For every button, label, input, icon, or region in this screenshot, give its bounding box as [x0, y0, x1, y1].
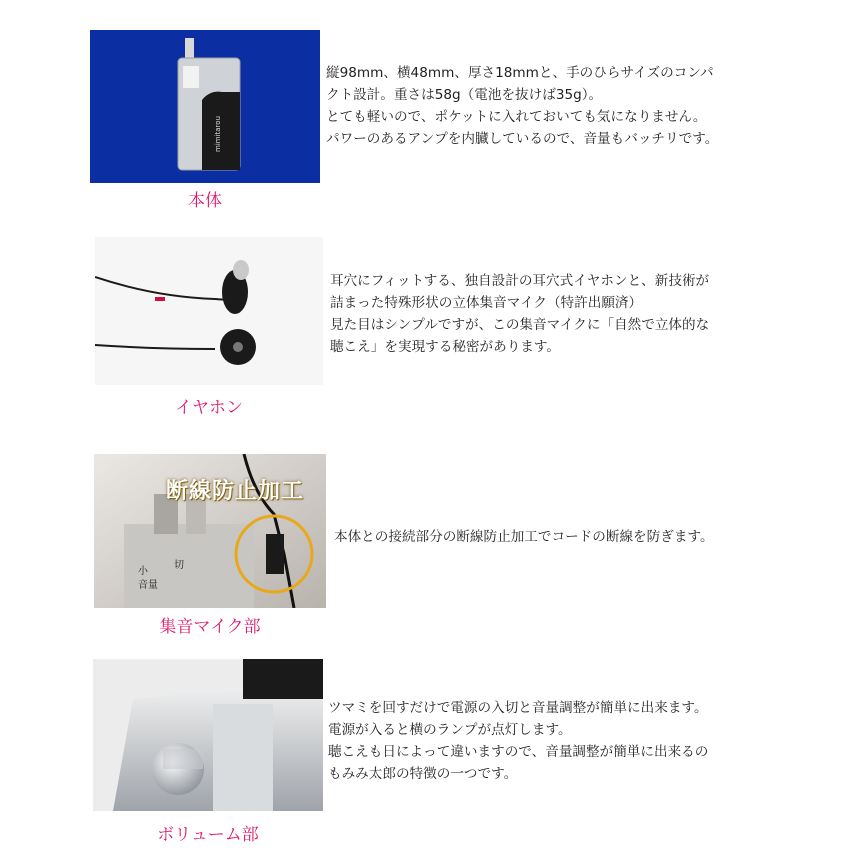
- desc-line: 聴こえ」を実現する秘密があります。: [330, 339, 561, 355]
- device-brand-text: mimitarou: [214, 115, 222, 152]
- volume-illustration: [93, 659, 323, 811]
- desc-line: ツマミを回すだけで電源の入切と音量調整が簡単に出来ます。: [328, 700, 708, 716]
- desc-line: 詰まった特殊形状の立体集音マイク（特許出願済）: [330, 295, 643, 311]
- volume-photo: [93, 659, 323, 811]
- desc-line: 電源が入ると横のランプが点灯します。: [328, 722, 572, 738]
- desc-line: クト設計。重さは58g（電池を抜けば35g）。: [326, 87, 603, 103]
- desc-line: 聴こえも日によって違いますので、音量調整が簡単に出来るの: [328, 744, 709, 760]
- overlay-wire-protection: 断線防止加工: [166, 479, 305, 504]
- desc-line: 縦98mm、横48mm、厚さ18mmと、手のひらサイズのコンパ: [326, 65, 714, 81]
- label-small: 小: [138, 566, 148, 577]
- description-mic: [334, 526, 714, 548]
- caption-mic: 集音マイク部: [159, 617, 261, 637]
- desc-line: 本体との接続部分の断線防止加工でコードの断線を防ぎます。: [334, 529, 714, 545]
- description-volume: [328, 697, 708, 785]
- earphone-photo: [95, 237, 323, 385]
- desc-line: とても軽いので、ポケットに入れておいても気になりません。: [326, 109, 707, 125]
- desc-line: もみみ太郎の特徴の一つです。: [328, 766, 518, 782]
- label-volume: 音量: [138, 580, 158, 591]
- desc-line: パワーのあるアンプを内臓しているので、音量もバッチリです。: [326, 131, 719, 147]
- desc-line: 見た目はシンプルですが、この集音マイクに「自然で立体的な: [330, 317, 710, 333]
- main-unit-illustration: [90, 30, 320, 183]
- caption-volume: ボリューム部: [157, 825, 259, 845]
- desc-line: 耳穴にフィットする、独自設計の耳穴式イヤホンと、新技術が: [330, 273, 710, 289]
- description-earphone: [330, 270, 709, 358]
- mic-photo: [94, 454, 326, 608]
- description-main-unit: [326, 62, 718, 150]
- earphone-illustration: [95, 237, 323, 385]
- main-unit-photo: [90, 30, 320, 183]
- label-off: 切: [174, 560, 184, 571]
- caption-earphone: イヤホン: [175, 398, 243, 418]
- caption-main-unit: 本体: [188, 191, 222, 211]
